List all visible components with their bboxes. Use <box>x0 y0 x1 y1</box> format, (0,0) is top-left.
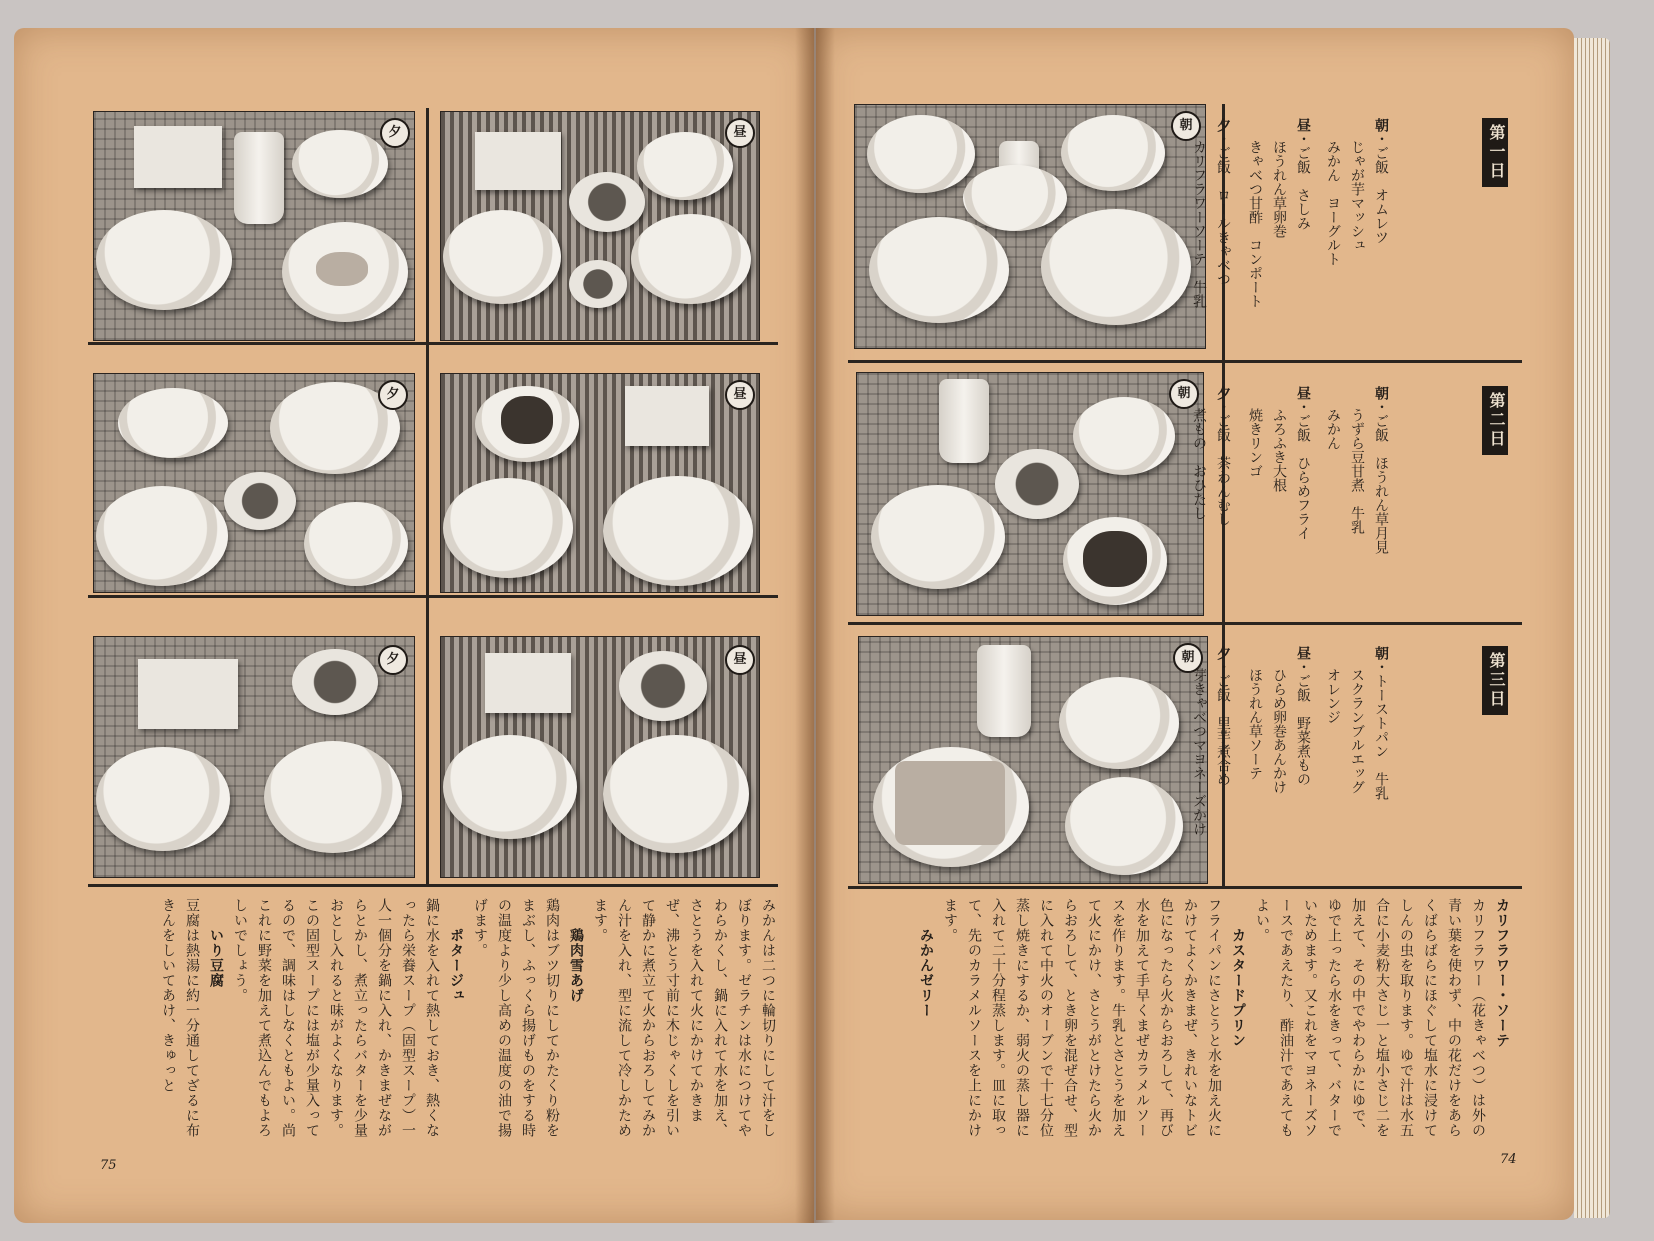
recipe-text: みかんは二つに輪切りにして汁をしぼります。ゼラチンは水につけてやわらかくし、鍋に入れて水を加え、さとうを入れて火にかけてかきまぜ、沸とう寸前に木じゃくしを引いて静かに煮立て火からおろしてみかん汁を入れ、型に流して冷しかためます。 <box>592 898 776 1138</box>
plate <box>603 476 753 586</box>
bowl <box>569 172 645 232</box>
menu-day3-asa <box>1370 646 1392 876</box>
left-recipes <box>96 898 780 1138</box>
meal-line: ・ご飯 オムレツ <box>1373 132 1389 244</box>
meal-time: 夕 <box>1215 646 1231 660</box>
photo-left-r2-hiru <box>440 373 760 593</box>
toast <box>895 761 1005 845</box>
meal-line: ほうれん草卵巻 <box>1271 140 1287 238</box>
day-label-3: 第三日 <box>1482 646 1508 715</box>
meal-line: みかん ヨーグルト <box>1325 140 1341 266</box>
plate <box>1061 115 1165 191</box>
menu-day3-hiru-2 <box>1268 668 1290 868</box>
recipe-heading: 鶏肉雪あげ <box>568 928 584 1003</box>
square-dish <box>475 132 561 190</box>
left-rule-mid <box>88 595 778 598</box>
meal-line: スクランブルエッグ <box>1349 668 1365 794</box>
menu-day2-asa-3 <box>1322 408 1344 608</box>
day-label-1: 第一日 <box>1482 118 1508 187</box>
bowl <box>995 449 1079 519</box>
rice-plate <box>96 486 228 586</box>
badge-yu: 夕 <box>378 645 408 675</box>
square-dish <box>625 386 709 446</box>
badge-yu: 夕 <box>378 380 408 410</box>
meal-line: ・ご飯 ほうれん草月見 <box>1373 400 1389 554</box>
plate <box>304 502 408 586</box>
menu-day2-hiru-3 <box>1244 408 1266 608</box>
food <box>316 252 368 286</box>
menu-day2-asa-2 <box>1346 408 1368 608</box>
menu-day1-hiru <box>1292 118 1314 348</box>
food <box>501 396 553 444</box>
menu-day3-hiru-3 <box>1244 668 1266 868</box>
plate <box>1065 777 1183 875</box>
plate <box>292 130 388 198</box>
plate <box>1041 209 1191 325</box>
food <box>1083 531 1147 587</box>
meal-line: カリフラワーソーテ 牛乳 <box>1191 140 1207 308</box>
photo-left-r1-yu <box>93 111 415 341</box>
photo-left-r3-yu <box>93 636 415 878</box>
plate <box>637 132 733 200</box>
bowl <box>292 649 378 715</box>
plate <box>867 115 975 193</box>
meal-line: ・ご飯 ロールきゃべつ <box>1215 132 1231 286</box>
meal-line: ほうれん草ソーテ <box>1247 668 1263 780</box>
photo-left-r1-hiru <box>440 111 760 341</box>
meal-time: 朝 <box>1373 118 1389 132</box>
recipe-text: 豆腐は熱湯に約一分通してざるに布きんをしいてあけ、きゅっと <box>160 898 200 1138</box>
menu-day3-hiru <box>1292 646 1314 876</box>
milk-glass <box>939 379 989 463</box>
menu-day1-asa-3 <box>1322 140 1344 340</box>
recipe-heading: カリフラワー・ソーテ <box>1494 898 1510 1048</box>
bowl <box>224 472 296 530</box>
oval-plate <box>118 388 228 458</box>
day-label-2: 第二日 <box>1482 386 1508 455</box>
meal-line: 焼きリンゴ <box>1247 408 1263 478</box>
photo-left-r3-hiru <box>440 636 760 878</box>
badge-asa: 朝 <box>1171 111 1201 141</box>
meal-line: ふろふき大根 <box>1271 408 1287 492</box>
badge-hiru: 昼 <box>725 118 755 148</box>
meal-line: ・ご飯 さしみ <box>1295 132 1311 230</box>
left-rule-bottom <box>88 884 778 887</box>
menu-day2-hiru <box>1292 386 1314 606</box>
menu-day2-asa <box>1370 386 1392 606</box>
right-rule-mid <box>848 622 1522 625</box>
menu-day3-asa-2 <box>1346 668 1368 868</box>
menu-day1-yu <box>1212 118 1234 348</box>
page-edges <box>1574 38 1610 1218</box>
rice-plate <box>443 735 577 839</box>
meal-time: 昼 <box>1295 646 1311 660</box>
plate <box>264 741 402 853</box>
milk-glass <box>234 132 284 224</box>
meal-line: ・ご飯 里芋煮合め <box>1215 660 1231 786</box>
square-dish <box>134 126 222 188</box>
menu-day1-hiru-2 <box>1268 140 1290 340</box>
badge-asa: 朝 <box>1173 643 1203 673</box>
recipe-heading: ポタージュ <box>448 928 464 1003</box>
meal-time: 朝 <box>1373 386 1389 400</box>
photo-right-day2-asa <box>856 372 1204 616</box>
meal-time: 昼 <box>1295 386 1311 400</box>
left-rule-vertical <box>426 108 429 884</box>
badge-asa: 朝 <box>1169 379 1199 409</box>
page-number-left: 75 <box>100 1158 117 1173</box>
badge-hiru: 昼 <box>725 645 755 675</box>
menu-day3-yu-2 <box>1188 668 1210 868</box>
meal-line: ・ご飯 野菜煮もの <box>1295 660 1311 786</box>
plate <box>1059 677 1179 769</box>
photo-left-r2-yu <box>93 373 415 593</box>
meal-line: ・ご飯 茶わんむし <box>1215 400 1231 526</box>
page-number-right: 74 <box>1500 1152 1517 1167</box>
meal-time: 夕 <box>1215 386 1231 400</box>
rice-plate <box>871 485 1005 589</box>
meal-line: じゃが芋マッシュ <box>1349 140 1365 252</box>
plate <box>603 735 749 853</box>
rice-plate <box>96 210 232 310</box>
badge-yu: 夕 <box>380 118 410 148</box>
recipe-text: 鶏肉はブツ切りにしてかたくり粉をまぶし、ふっくら揚げものをする時の温度より少し高めの温度の油で揚げます。 <box>472 898 560 1138</box>
meal-line: ・ご飯 ひらめフライ <box>1295 400 1311 540</box>
menu-day3-asa-3 <box>1322 668 1344 868</box>
meal-line: オレンジ <box>1325 668 1341 724</box>
square-dish <box>138 659 238 729</box>
right-rule-top <box>848 360 1522 363</box>
left-rule-top <box>88 342 778 345</box>
menu-day1-hiru-3 <box>1244 140 1266 340</box>
recipe-text: カリフラワー（花きゃべつ）は外の青い葉を使わず、中の花だけをあらくばらばらにほぐして塩水に浸けてしんの虫を取ります。ゆで汁は水五合に小麦粉大さじ一と塩小さじ二を加えて、その中でやわらかにゆで、ゆで上ったら水をきって、バターでいためます。又これをマヨネーズソースであえたり、酢油汁であえてもよい。 <box>1254 898 1486 1138</box>
rice-plate <box>443 210 561 304</box>
square-dish <box>485 653 571 713</box>
milk-glass <box>977 645 1031 737</box>
meal-line: みかん <box>1325 408 1341 450</box>
menu-day2-yu-2 <box>1188 408 1210 608</box>
menu-day3-yu <box>1212 646 1234 876</box>
rice-plate <box>443 478 573 578</box>
rice-plate <box>96 747 230 851</box>
meal-time: 昼 <box>1295 118 1311 132</box>
book-gutter <box>795 28 835 1223</box>
menu-day2-yu <box>1212 386 1234 606</box>
meal-time: 夕 <box>1215 118 1231 132</box>
menu-day2-hiru-2 <box>1268 408 1290 608</box>
meal-line: ・トーストパン 牛乳 <box>1373 660 1389 800</box>
photo-right-day1-asa <box>854 104 1206 349</box>
menu-day1-asa <box>1370 118 1392 348</box>
plate <box>631 214 751 304</box>
meal-line: うずら豆甘煮 牛乳 <box>1349 408 1365 534</box>
plate <box>1073 397 1175 475</box>
meal-line: 煮もの おひたし <box>1191 408 1207 520</box>
menu-day1-yu-2 <box>1188 140 1210 340</box>
badge-hiru: 昼 <box>725 380 755 410</box>
bowl <box>619 651 707 721</box>
right-rule-bottom <box>848 886 1522 889</box>
recipe-heading: みかんゼリー <box>918 928 934 1018</box>
recipe-heading: カスタードプリン <box>1230 928 1246 1048</box>
recipe-text: フライパンにさとうと水を加え火にかけてよくかきまぜ、きれいなトビ色になったら火からおろして、再び水を加えて手早くまぜカラメルソースを作ります。牛乳とさとうを加えて火にかけ、さとうがとけたら火からおろして、とき卵を混ぜ合せ、型に入れて中火のオーブンで十七分位蒸し焼きにするか、弱火の蒸し器に入れて二十分程蒸します。皿に取って、先のカラメルソースを上にかけます。 <box>942 898 1222 1138</box>
plate <box>963 165 1067 231</box>
rice-plate <box>869 217 1009 323</box>
menu-day1-asa-2 <box>1346 140 1368 340</box>
photo-right-day3-asa <box>858 636 1208 884</box>
meal-time: 朝 <box>1373 646 1389 660</box>
meal-line: ひらめ卵巻あんかけ <box>1271 668 1287 794</box>
meal-line: きゃべつ甘酢 コンポート <box>1247 140 1263 308</box>
small-bowl <box>569 260 627 308</box>
recipe-heading: いり豆腐 <box>208 928 224 988</box>
meal-line: 芽きゃべつマヨネーズかけ <box>1191 668 1207 836</box>
right-recipes <box>864 898 1514 1138</box>
recipe-text: 鍋に水を入れて熱しておき、熱くなったら栄養スープ（固型スープ）一人一個分を鍋に入れ、かきまぜながらとかし、煮立ったらバターを少量おとし入れると味がよくなります。この固型スープには塩が少量入ってるので、調味はしなくともよい。尚これに野菜を加えて煮込んでもよろしいでしょう。 <box>232 898 440 1138</box>
